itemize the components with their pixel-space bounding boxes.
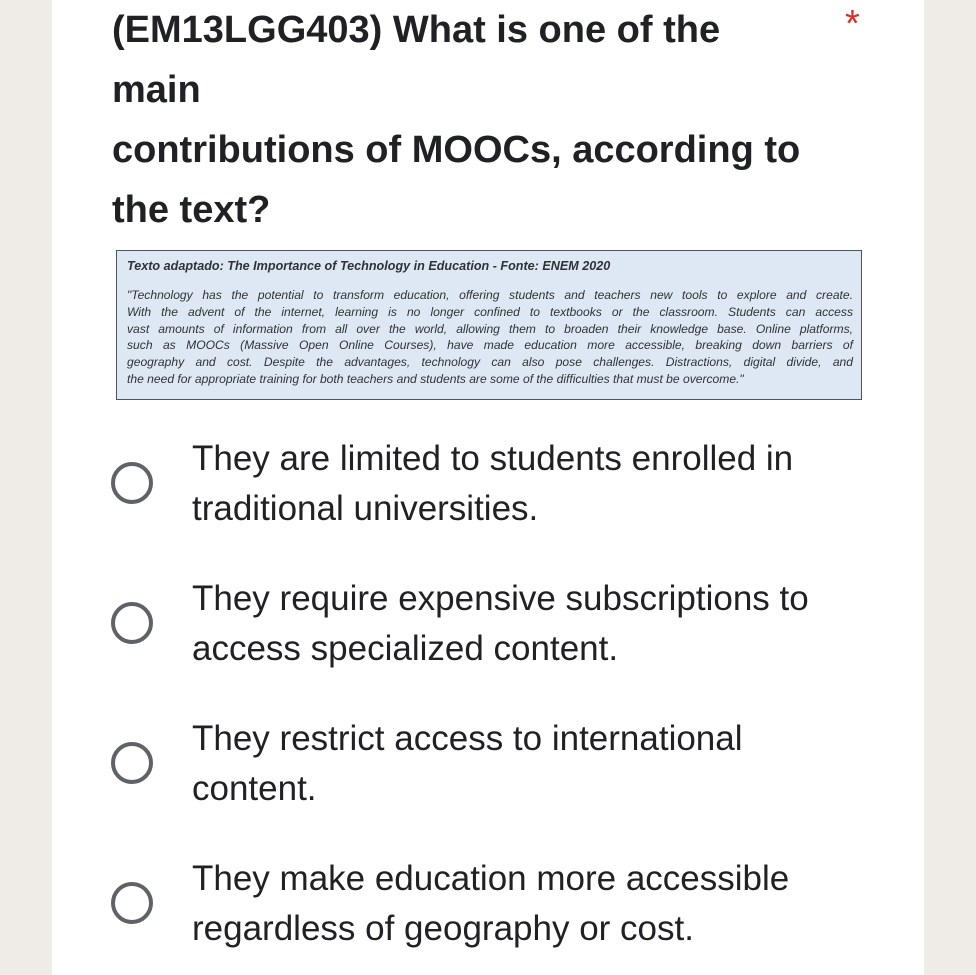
passage-line: vast amounts of information from all over the world, allowing them to broaden their knowledge base. Online platforms, xyxy=(127,321,853,336)
option-label-line: They require expensive subscriptions to xyxy=(192,579,809,618)
passage-image xyxy=(116,250,862,400)
answer-option[interactable] xyxy=(52,434,924,534)
option-label-line: traditional universities. xyxy=(192,489,539,528)
answer-option[interactable] xyxy=(52,574,924,674)
option-label-line: content. xyxy=(192,769,317,808)
passage-line: geography and cost. Despite the advantages, technology can also pose challenges. Distractions, digital divide, and xyxy=(127,355,853,370)
option-label[interactable] xyxy=(192,574,892,674)
option-label[interactable] xyxy=(192,434,892,534)
option-label-line: regardless of geography or cost. xyxy=(192,909,694,948)
passage-line: the need for appropriate training for both teachers and students are some of the difficulties that must be overcome." xyxy=(127,371,744,386)
question-line: contributions of MOOCs, according to xyxy=(112,129,801,171)
question-card xyxy=(52,0,924,975)
option-label-line: They are limited to students enrolled in xyxy=(192,439,794,478)
passage-text xyxy=(127,287,853,388)
radio-button[interactable] xyxy=(111,882,153,924)
option-label-line: access specialized content. xyxy=(192,629,619,668)
radio-button[interactable] xyxy=(111,602,153,644)
question-line: (EM13LGG403) What is one of the main xyxy=(112,9,721,111)
passage-line: With the advent of the internet, learning is no longer confined to textbooks or the classroom. Students can access xyxy=(127,304,853,319)
option-label-line: They make education more accessible xyxy=(192,859,790,898)
passage-line: "Technology has the potential to transform education, offering students and teachers new tools to explore and create. xyxy=(127,288,853,302)
question-line: the text? xyxy=(112,189,271,231)
option-label-line: They restrict access to international xyxy=(192,719,743,758)
answer-option[interactable] xyxy=(52,714,924,814)
answer-option[interactable] xyxy=(52,854,924,954)
question-title xyxy=(112,0,812,240)
option-label[interactable] xyxy=(192,854,892,954)
passage-line: such as MOOCs (Massive Open Online Courses), have made education more accessible, breaking down barriers of xyxy=(127,338,853,353)
radio-button[interactable] xyxy=(111,742,153,784)
option-label[interactable] xyxy=(192,714,892,814)
passage-title: Texto adaptado: The Importance of Technology in Education - Fonte: ENEM 2020 xyxy=(127,259,611,273)
radio-button[interactable] xyxy=(111,462,153,504)
required-asterisk: * xyxy=(845,3,860,45)
